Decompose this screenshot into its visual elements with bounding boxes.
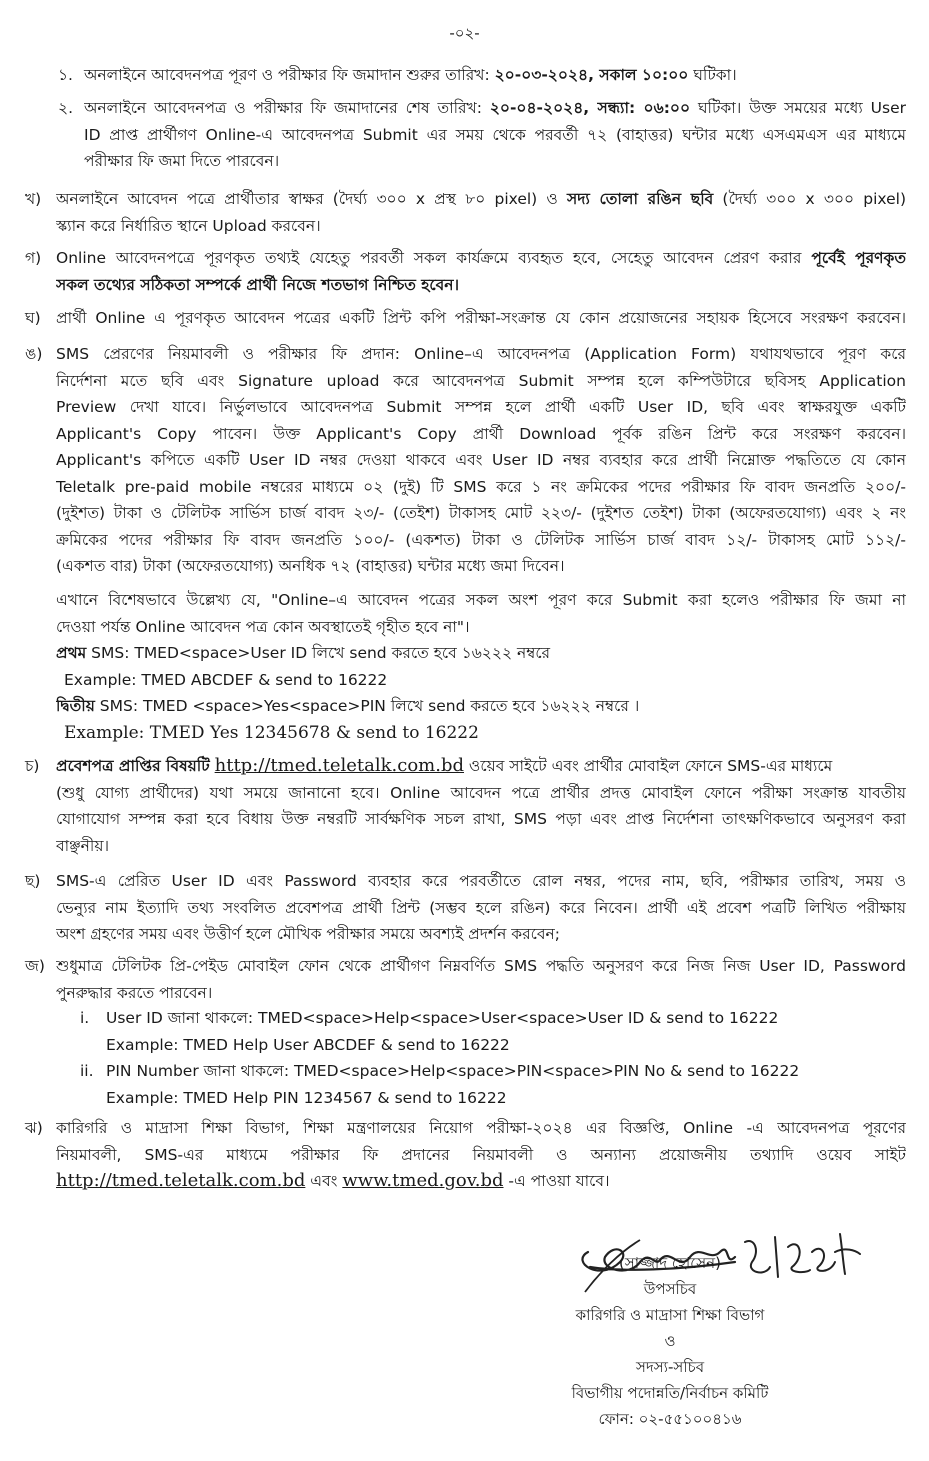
cha-bold: প্রবেশপত্র প্রাপ্তির বিষয়টি [56,757,210,775]
item-2-number: ২. [58,99,74,117]
item-2-line2: ID প্রাপ্ত প্রার্থীগণ Online-এ আবেদনপত্র Submit এর সময় থেকে পরবর্তী ৭২ (বাহাত্তর) ঘন্টার মধ্যে এসএমএস এর মাধ্যমে [84,125,906,144]
uma-line: Teletalk pre-paid mobile নম্বরের মাধ্যমে ০২ (দুই) টি SMS করে ১ নং ক্রমিকের পদের পরীক্ষার ফি বাবদ জনপ্রতি ২০০/- [56,477,906,496]
first-sms [56,640,906,746]
jha-line2: নিয়মাবলী, SMS-এর মাধ্যমে পরীক্ষার ফি প্রদানের নিয়মাবলী ও অন্যান্য প্রয়োজনীয় তথ্যাদি ওয়েব সাইট [56,1145,906,1164]
gha-label: ঘ) [25,309,41,327]
second-sms-text: SMS: TMED <space>Yes<space>PIN লিখে send করতে হবে ১৬২২২ নম্বরে । [94,697,640,715]
item-2-text: অনলাইনে আবেদনপত্র ও পরীক্ষার ফি জমাদানের শেষ তারিখ: [84,99,490,117]
uma-line: Preview দেখা যাবে। নির্ভুলভাবে আবেদনপত্র Submit সম্পন্ন হলে প্রার্থী একটি User ID, ছবি এবং স্বাক্ষরযুক্ত একটি [56,398,906,416]
uma-paragraph [56,341,906,580]
kha-label: খ) [25,190,42,208]
ja-sub-item [80,1058,900,1085]
kha-paragraph [56,186,906,239]
ga-paragraph [56,245,906,298]
ja-line2: পুনরুদ্ধার করতে পারবেন। [56,983,213,1002]
jha-end: -এ পাওয়া যাবে। [503,1172,610,1190]
first-sms-text: SMS: TMED<space>User ID লিখে send করতে হবে ১৬২২২ নম্বরে [86,644,551,662]
ja-sub-text: User ID জানা থাকলে: TMED<space>Help<space>User<space>User ID & send to 16222 [106,1009,779,1027]
jha-mid: এবং [305,1172,343,1190]
ja-sub-num: i. [80,1009,90,1027]
teletalk-link-2[interactable]: http://tmed.teletalk.com.bd [56,1170,306,1191]
cha-paragraph [56,753,906,859]
item-1-date: ২০-০৩-২০২৪, সকাল ১০:০০ [494,66,689,84]
signatory-conjunction: ও [664,1332,676,1350]
item-1-suffix: ঘটিকা। [688,66,737,84]
item-1 [58,62,906,89]
uma-line: Applicant's Copy পাবেন। উক্ত Applicant's Copy প্রার্থী Download পূর্বক রঙিন প্রিন্ট করে সংরক্ষণ করবেন। [56,424,906,443]
chha-line2: ভেন্যুর নাম ইত্যাদি তথ্য সংবলিত প্রবেশপত্র প্রার্থী প্রিন্ট (সম্ভব হলে রঙিন) করে নিবেন। প্রার্থী এই প্রবেশ পত্রটি লিখিত পরীক্ষায় [56,898,906,917]
cha-text-end: ওয়েব সাইটে এবং প্রার্থীর মোবাইল ফোনে SMS-এর মাধ্যমে [464,757,833,775]
item-2-date: ২০-০৪-২০২৪, সন্ধ্যা: ০৬:০০ [489,99,691,117]
kha-bold: সদ্য তোলা রঙিন ছবি [566,190,714,208]
chha-line3: অংশ গ্রহণের সময় এবং উত্তীর্ণ হলে মৌখিক পরীক্ষার সময়ে অবশ্যই প্রদর্শন করবেন; [56,925,560,943]
cha-label: চ) [25,757,40,775]
ja-label: জ) [25,957,45,975]
item-2-text-end: ঘটিকা। উক্ত সময়ের মধ্যে User [690,99,906,117]
chha-paragraph [56,868,906,948]
kha-text-end: (দৈর্ঘ্য ৩০০ x ৩০০ pixel) [713,190,906,208]
ga-bold-line2: সকল তথ্যের সঠিকতা সম্পর্কে প্রার্থী নিজে শতভাগ নিশ্চিত হবেন। [56,275,460,294]
ja-sub-num: ii. [80,1062,94,1080]
page-number: -০২- [449,24,480,42]
signatory-designation: উপসচিব [643,1280,697,1298]
ja-sub-list [80,1005,900,1111]
ja-sub-text: PIN Number জানা থাকলে: TMED<space>Help<space>PIN<space>PIN No & send to 16222 [106,1062,800,1080]
signatory-phone: ফোন: ০২-৫৫১০০৪১৬ [598,1410,742,1428]
uma-line: নির্দেশনা মতে ছবি এবং Signature upload করে আবেদনপত্র Submit সম্পন্ন হলে কম্পিউটারে ছবিসহ Application [56,371,906,390]
note-line1: এখানে বিশেষভাবে উল্লেখ্য যে, "Online–এ আবেদন পত্রের সকল অংশ পূরণ করে Submit করা হলেও পরীক্ষার ফি জমা না [56,591,906,609]
item-2 [58,95,906,175]
first-sms-example: Example: TMED ABCDEF & send to 16222 [64,670,388,689]
ga-bold: পূর্বেই পূরণকৃত [811,249,906,267]
uma-line: Applicant's কপিতে একটি User ID নম্বর দেওয়া থাকবে এবং User ID নম্বর ব্যবহার করে প্রার্থী নিম্নোক্ত পদ্ধতিতে যে কোন [56,451,906,469]
jha-paragraph [56,1115,906,1195]
kha-text: অনলাইনে আবেদন পত্রে প্রার্থীতার স্বাক্ষর (দৈর্ঘ্য ৩০০ x প্রস্থ ৮০ pixel) ও [56,190,567,208]
ja-paragraph [56,953,906,1006]
item-1-number: ১. [58,66,73,84]
uma-line: SMS প্রেরণের নিয়মাবলী ও পরীক্ষার ফি প্রদান: Online–এ আবেদনপত্র (Application Form) যথাযথভাবে পূরণ করে [56,345,906,363]
ja-sub-item [80,1005,900,1032]
ga-label: গ) [25,249,42,267]
ga-text: Online আবেদনপত্রে পূরণকৃত তথ্যই যেহেতু পরবর্তী সকল কার্যক্রমে ব্যবহৃত হবে, সেহেতু আবেদন প্রেরণ করার [56,249,812,267]
ja-line1: শুধুমাত্র টেলিটক প্রি-পেইড মোবাইল ফোন থেকে প্রার্থীগণ নিম্নবর্ণিত SMS পদ্ধতি অনুসরণ করে নিজ নিজ User ID, Password [56,957,906,975]
ja-sub-example: Example: TMED Help PIN 1234567 & send to 16222 [106,1088,507,1107]
first-sms-label: প্রথম [56,644,87,662]
second-sms-label: দ্বিতীয় [56,697,95,715]
uma-line: (একশত বার) টাকা (অফেরতযোগ্য) অনধিক ৭২ (বাহাত্তর) ঘন্টার মধ্যে জমা দিবেন। [56,557,565,575]
second-sms-example: Example: TMED Yes 12345678 & send to 16222 [64,722,479,743]
uma-line: ক্রমিকের পদের পরীক্ষার ফি বাবদ জনপ্রতি ১০০/- (একশত) টাকা ও টেলিটক সার্ভিস চার্জ বাবদ ১২/- টাকাসহ মোট ১১২/- [56,530,906,549]
cha-line3: যোগাযোগ সম্পন্ন করা হবে বিধায় উক্ত নম্বরটি সার্বক্ষণিক সচল রাখা, SMS পড়া এবং প্রাপ্ত নির্দেশনা তাৎক্ষণিকভাবে অনুসরণ করা [56,810,906,828]
uma-label: ঙ) [25,345,43,363]
signatory-division: কারিগরি ও মাদ্রাসা শিক্ষা বিভাগ [575,1306,765,1324]
kha-line2: স্ক্যান করে নির্ধারিত স্থানে Upload করবেন। [56,216,321,235]
chha-label: ছ) [25,872,41,890]
cha-line2: (শুধু যোগ্য প্রার্থীদের) যথা সময়ে জানানো হবে। Online আবেদন পত্রে প্রার্থীর প্রদত্ত মোবাইল ফোনে পরীক্ষা সংক্রান্ত যাবতীয় [56,783,906,802]
cha-line4: বাঞ্ছনীয়। [56,836,109,855]
uma-line: (দুইশত) টাকা ও টেলিটক সার্ভিস চার্জ বাবদ ২৩/- (তেইশ) টাকাসহ মোট ২২৩/- (দুইশত তেইশ) টাকা (অফেরতযোগ্য) এবং ২ নং [56,504,906,522]
jha-label: ঝ) [25,1119,43,1137]
signatory-committee: বিভাগীয় পদোন্নতি/নির্বাচন কমিটি [571,1384,769,1402]
item-1-text: অনলাইনে আবেদনপত্র পূরণ ও পরীক্ষার ফি জমাদান শুরুর তারিখ: [84,66,495,84]
note-line2: দেওয়া পর্যন্ত Online আবেদন পত্র কোন অবস্থাতেই গৃহীত হবে না"। [56,617,470,636]
teletalk-link[interactable]: http://tmed.teletalk.com.bd [214,755,464,776]
item-2-line3: পরীক্ষার ফি জমা দিতে পারবেন। [84,152,280,170]
signatory-name: (সাজ্জাদ হোসেন) [619,1254,721,1272]
jha-line1: কারিগরি ও মাদ্রাসা শিক্ষা বিভাগ, শিক্ষা মন্ত্রণালয়ের নিয়োগ পরীক্ষা-২০২৪ এর বিজ্ঞপ্তি, Online -এ আবেদনপত্র পূরণের [56,1119,906,1137]
gha-text: প্রার্থী Online এ পূরণকৃত আবেদন পত্রের একটি প্রিন্ট কপি পরীক্ষা-সংক্রান্ত যে কোন প্রয়োজনের সহায়ক হিসেবে সংরক্ষণ করবেন। [56,309,906,327]
uma-note [56,587,906,640]
signature-block [470,1250,870,1432]
chha-line1: SMS-এ প্রেরিত User ID এবং Password ব্যবহার করে পরবর্তীতে রোল নম্বর, পদের নাম, ছবি, পরীক্ষার তারিখ, সময় ও [56,872,906,890]
signatory-role: সদস্য-সচিব [635,1358,705,1376]
gha-paragraph [56,305,906,332]
tmed-gov-link[interactable]: www.tmed.gov.bd [342,1170,504,1191]
ja-sub-example: Example: TMED Help User ABCDEF & send to 16222 [106,1035,510,1054]
